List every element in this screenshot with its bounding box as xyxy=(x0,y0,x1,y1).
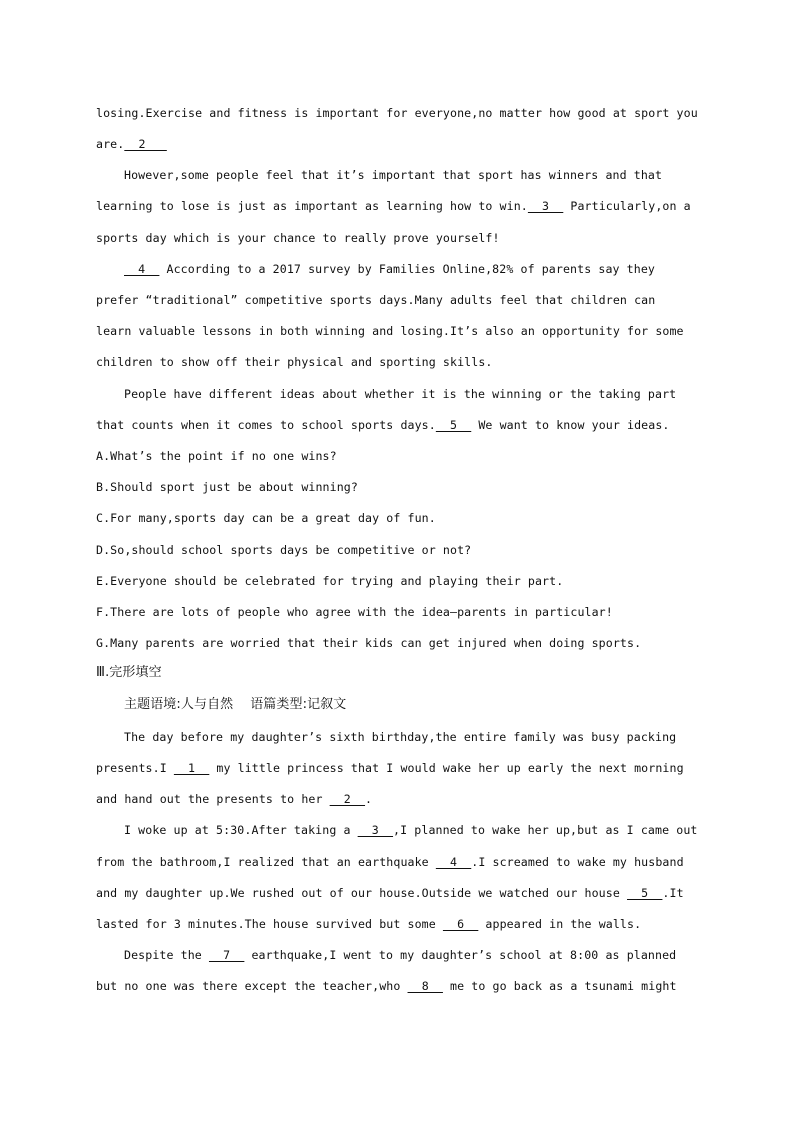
text: . xyxy=(365,792,373,806)
reading-p3-line3: learn valuable lessons in both winning and losing.It’s also an opportunity for some xyxy=(96,324,684,338)
reading-p2-line3: sports day which is your chance to really prove yourself! xyxy=(96,231,500,245)
option-c: C.For many,sports day can be a great day of fun. xyxy=(96,511,436,525)
reading-p3-line4: children to show off their physical and sporting skills. xyxy=(96,355,493,369)
text: We want to know your ideas. xyxy=(471,418,670,432)
text: are. xyxy=(96,137,125,151)
cloze-p1-line1: The day before my daughter’s sixth birthday,the entire family was busy packing xyxy=(124,730,677,744)
text: and my daughter up.We rushed out of our house.Outside we watched our house xyxy=(96,886,628,900)
option-a: A.What’s the point if no one wins? xyxy=(96,449,337,463)
text: that counts when it comes to school sports days. xyxy=(96,418,436,432)
text: learning to lose is just as important as learning how to win. xyxy=(96,199,528,213)
cloze-p1-line2 xyxy=(96,760,684,776)
cloze-blank-4[interactable]: 4 xyxy=(435,855,472,869)
cloze-blank-3[interactable]: 3 xyxy=(357,823,394,837)
cloze-p2-line1 xyxy=(124,822,698,838)
text: ,I planned to wake her up,but as I came out xyxy=(393,823,698,837)
cloze-p3-line2 xyxy=(96,978,677,994)
reading-p1-line1: losing.Exercise and fitness is important for everyone,no matter how good at sport you xyxy=(96,106,698,120)
option-f: F.There are lots of people who agree with the idea—parents in particular! xyxy=(96,605,613,619)
reading-p1-line2 xyxy=(96,136,167,152)
cloze-blank-7[interactable]: 7 xyxy=(208,948,245,962)
cloze-blank-8[interactable]: 8 xyxy=(407,979,443,993)
blank-2[interactable]: 2 xyxy=(124,137,167,151)
blank-5[interactable]: 5 xyxy=(435,418,472,432)
text: .I screamed to wake my husband xyxy=(471,855,684,869)
option-d: D.So,should school sports days be competitive or not? xyxy=(96,543,472,557)
reading-p2-line1: However,some people feel that it’s important that sport has winners and that xyxy=(124,168,663,182)
cloze-p2-line3 xyxy=(96,885,684,901)
cloze-p3-line1 xyxy=(124,947,676,963)
text: presents.I xyxy=(96,761,174,775)
reading-p4-line2 xyxy=(96,417,670,433)
cloze-blank-6[interactable]: 6 xyxy=(442,917,479,931)
text: from the bathroom,I realized that an earthquake xyxy=(96,855,436,869)
text: and hand out the presents to her xyxy=(96,792,330,806)
text: Particularly,on a xyxy=(563,199,691,213)
text: earthquake,I went to my daughter’s school at 8:00 as planned xyxy=(244,948,677,962)
blank-4[interactable]: 4 xyxy=(124,262,160,276)
cloze-p2-line2 xyxy=(96,854,684,870)
section-title: Ⅲ.完形填空 xyxy=(96,665,162,680)
option-g: G.Many parents are worried that their kids can get injured when doing sports. xyxy=(96,636,642,650)
context-label: 主题语境:人与自然 语篇类型:记叙文 xyxy=(124,697,347,712)
reading-p4-line1: People have different ideas about whether it is the winning or the taking part xyxy=(124,387,677,401)
option-b: B.Should sport just be about winning? xyxy=(96,480,358,494)
text: Despite the xyxy=(124,948,209,962)
text: appeared in the walls. xyxy=(478,917,642,931)
reading-p3-line2: prefer “traditional” competitive sports days.Many adults feel that children can xyxy=(96,293,656,307)
blank-3[interactable]: 3 xyxy=(527,199,564,213)
reading-p2-line2 xyxy=(96,198,691,214)
text: .It xyxy=(662,886,684,900)
cloze-blank-5[interactable]: 5 xyxy=(627,886,663,900)
option-e: E.Everyone should be celebrated for trying and playing their part. xyxy=(96,574,564,588)
text: I woke up at 5:30.After taking a xyxy=(124,823,358,837)
text: but no one was there except the teacher,who xyxy=(96,979,408,993)
cloze-blank-1[interactable]: 1 xyxy=(173,761,210,775)
text: me to go back as a tsunami might xyxy=(442,979,677,993)
text: According to a 2017 survey by Families Online,82% of parents say they xyxy=(159,262,656,276)
cloze-p2-line4 xyxy=(96,916,641,932)
cloze-blank-2[interactable]: 2 xyxy=(329,792,366,806)
text: lasted for 3 minutes.The house survived but some xyxy=(96,917,443,931)
cloze-p1-line3 xyxy=(96,791,372,807)
text: my little princess that I would wake her up early the next morning xyxy=(209,761,684,775)
reading-p3-line1 xyxy=(124,261,655,277)
